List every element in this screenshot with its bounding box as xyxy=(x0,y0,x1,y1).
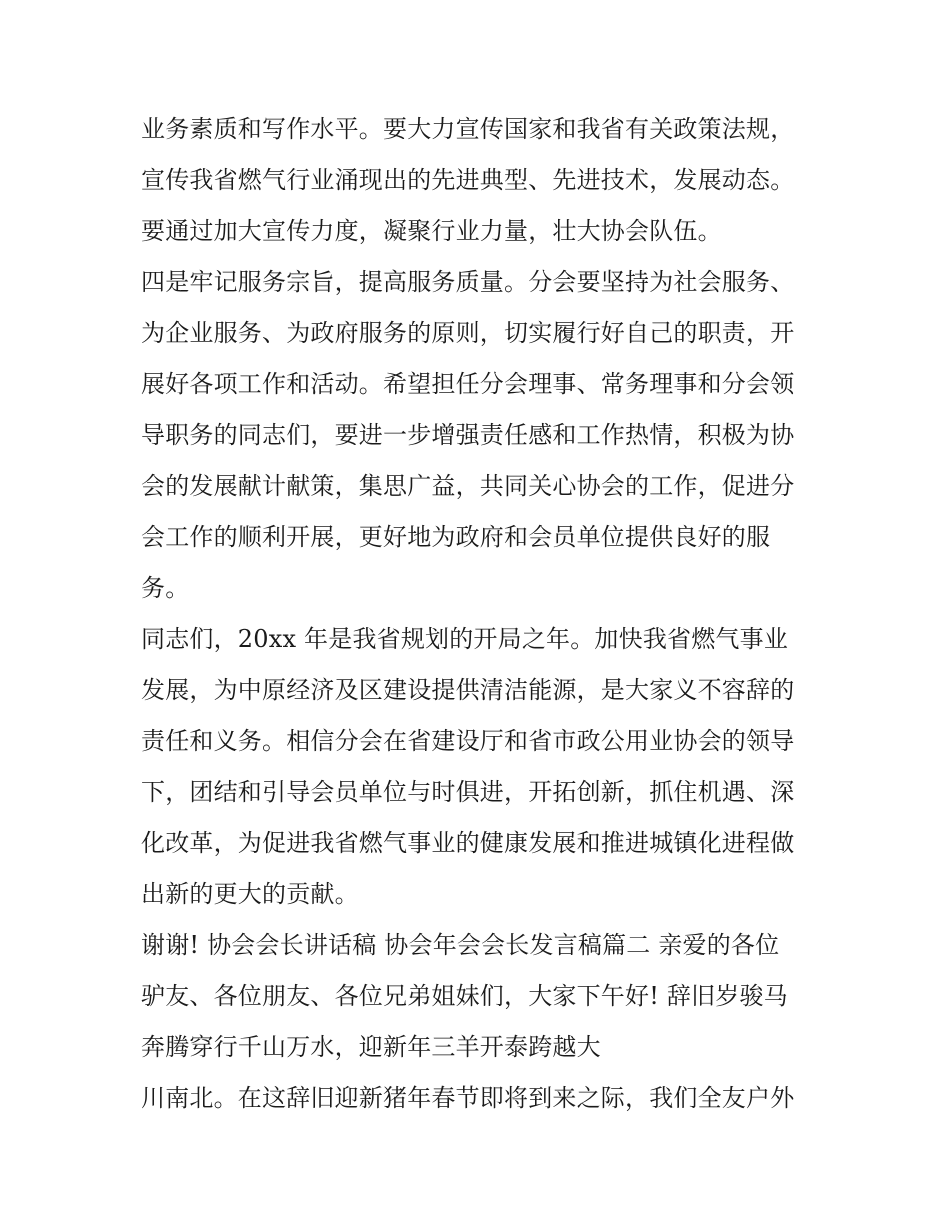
text-line: 会的发展献计献策，集思广益，共同关心协会的工作，促进分 xyxy=(141,472,795,500)
text-line: 出新的更大的贡献。 xyxy=(141,880,359,908)
text-line: 发展，为中原经济及区建设提供清洁能源，是大家义不容辞的 xyxy=(141,676,795,704)
text-line: 要通过加大宣传力度，凝聚行业力量，壮大协会队伍。 xyxy=(141,217,722,245)
text-line: 务。 xyxy=(141,574,190,602)
text-line: 下，团结和引导会员单位与时俱进，开拓创新，抓住机遇、深 xyxy=(141,778,795,806)
text-line: 同志们，20xx 年是我省规划的开局之年。加快我省燃气事业 xyxy=(141,625,789,653)
text-line: 奔腾穿行千山万水，迎新年三羊开泰跨越大 xyxy=(141,1033,601,1061)
text-line: 驴友、各位朋友、各位兄弟姐妹们，大家下午好! 辞旧岁骏马 xyxy=(141,982,788,1010)
text-line: 为企业服务、为政府服务的原则，切实履行好自己的职责，开 xyxy=(141,319,795,347)
text-line: 谢谢! 协会会长讲话稿 协会年会会长发言稿篇二 亲爱的各位 xyxy=(141,931,780,959)
document-body xyxy=(141,104,841,1124)
text-line: 责任和义务。相信分会在省建设厅和省市政公用业协会的领导 xyxy=(141,727,795,755)
text-line: 会工作的顺利开展，更好地为政府和会员单位提供良好的服 xyxy=(141,523,771,551)
text-line: 导职务的同志们，要进一步增强责任感和工作热情，积极为协 xyxy=(141,421,795,449)
text-line: 业务素质和写作水平。要大力宣传国家和我省有关政策法规， xyxy=(141,115,795,143)
text-line: 宣传我省燃气行业涌现出的先进典型、先进技术，发展动态。 xyxy=(141,166,795,194)
text-line: 展好各项工作和活动。希望担任分会理事、常务理事和分会领 xyxy=(141,370,795,398)
text-line: 四是牢记服务宗旨，提高服务质量。分会要坚持为社会服务、 xyxy=(141,268,795,296)
text-line: 川南北。在这辞旧迎新猪年春节即将到来之际，我们全友户外 xyxy=(141,1084,795,1112)
text-line: 化改革，为促进我省燃气事业的健康发展和推进城镇化进程做 xyxy=(141,829,795,857)
